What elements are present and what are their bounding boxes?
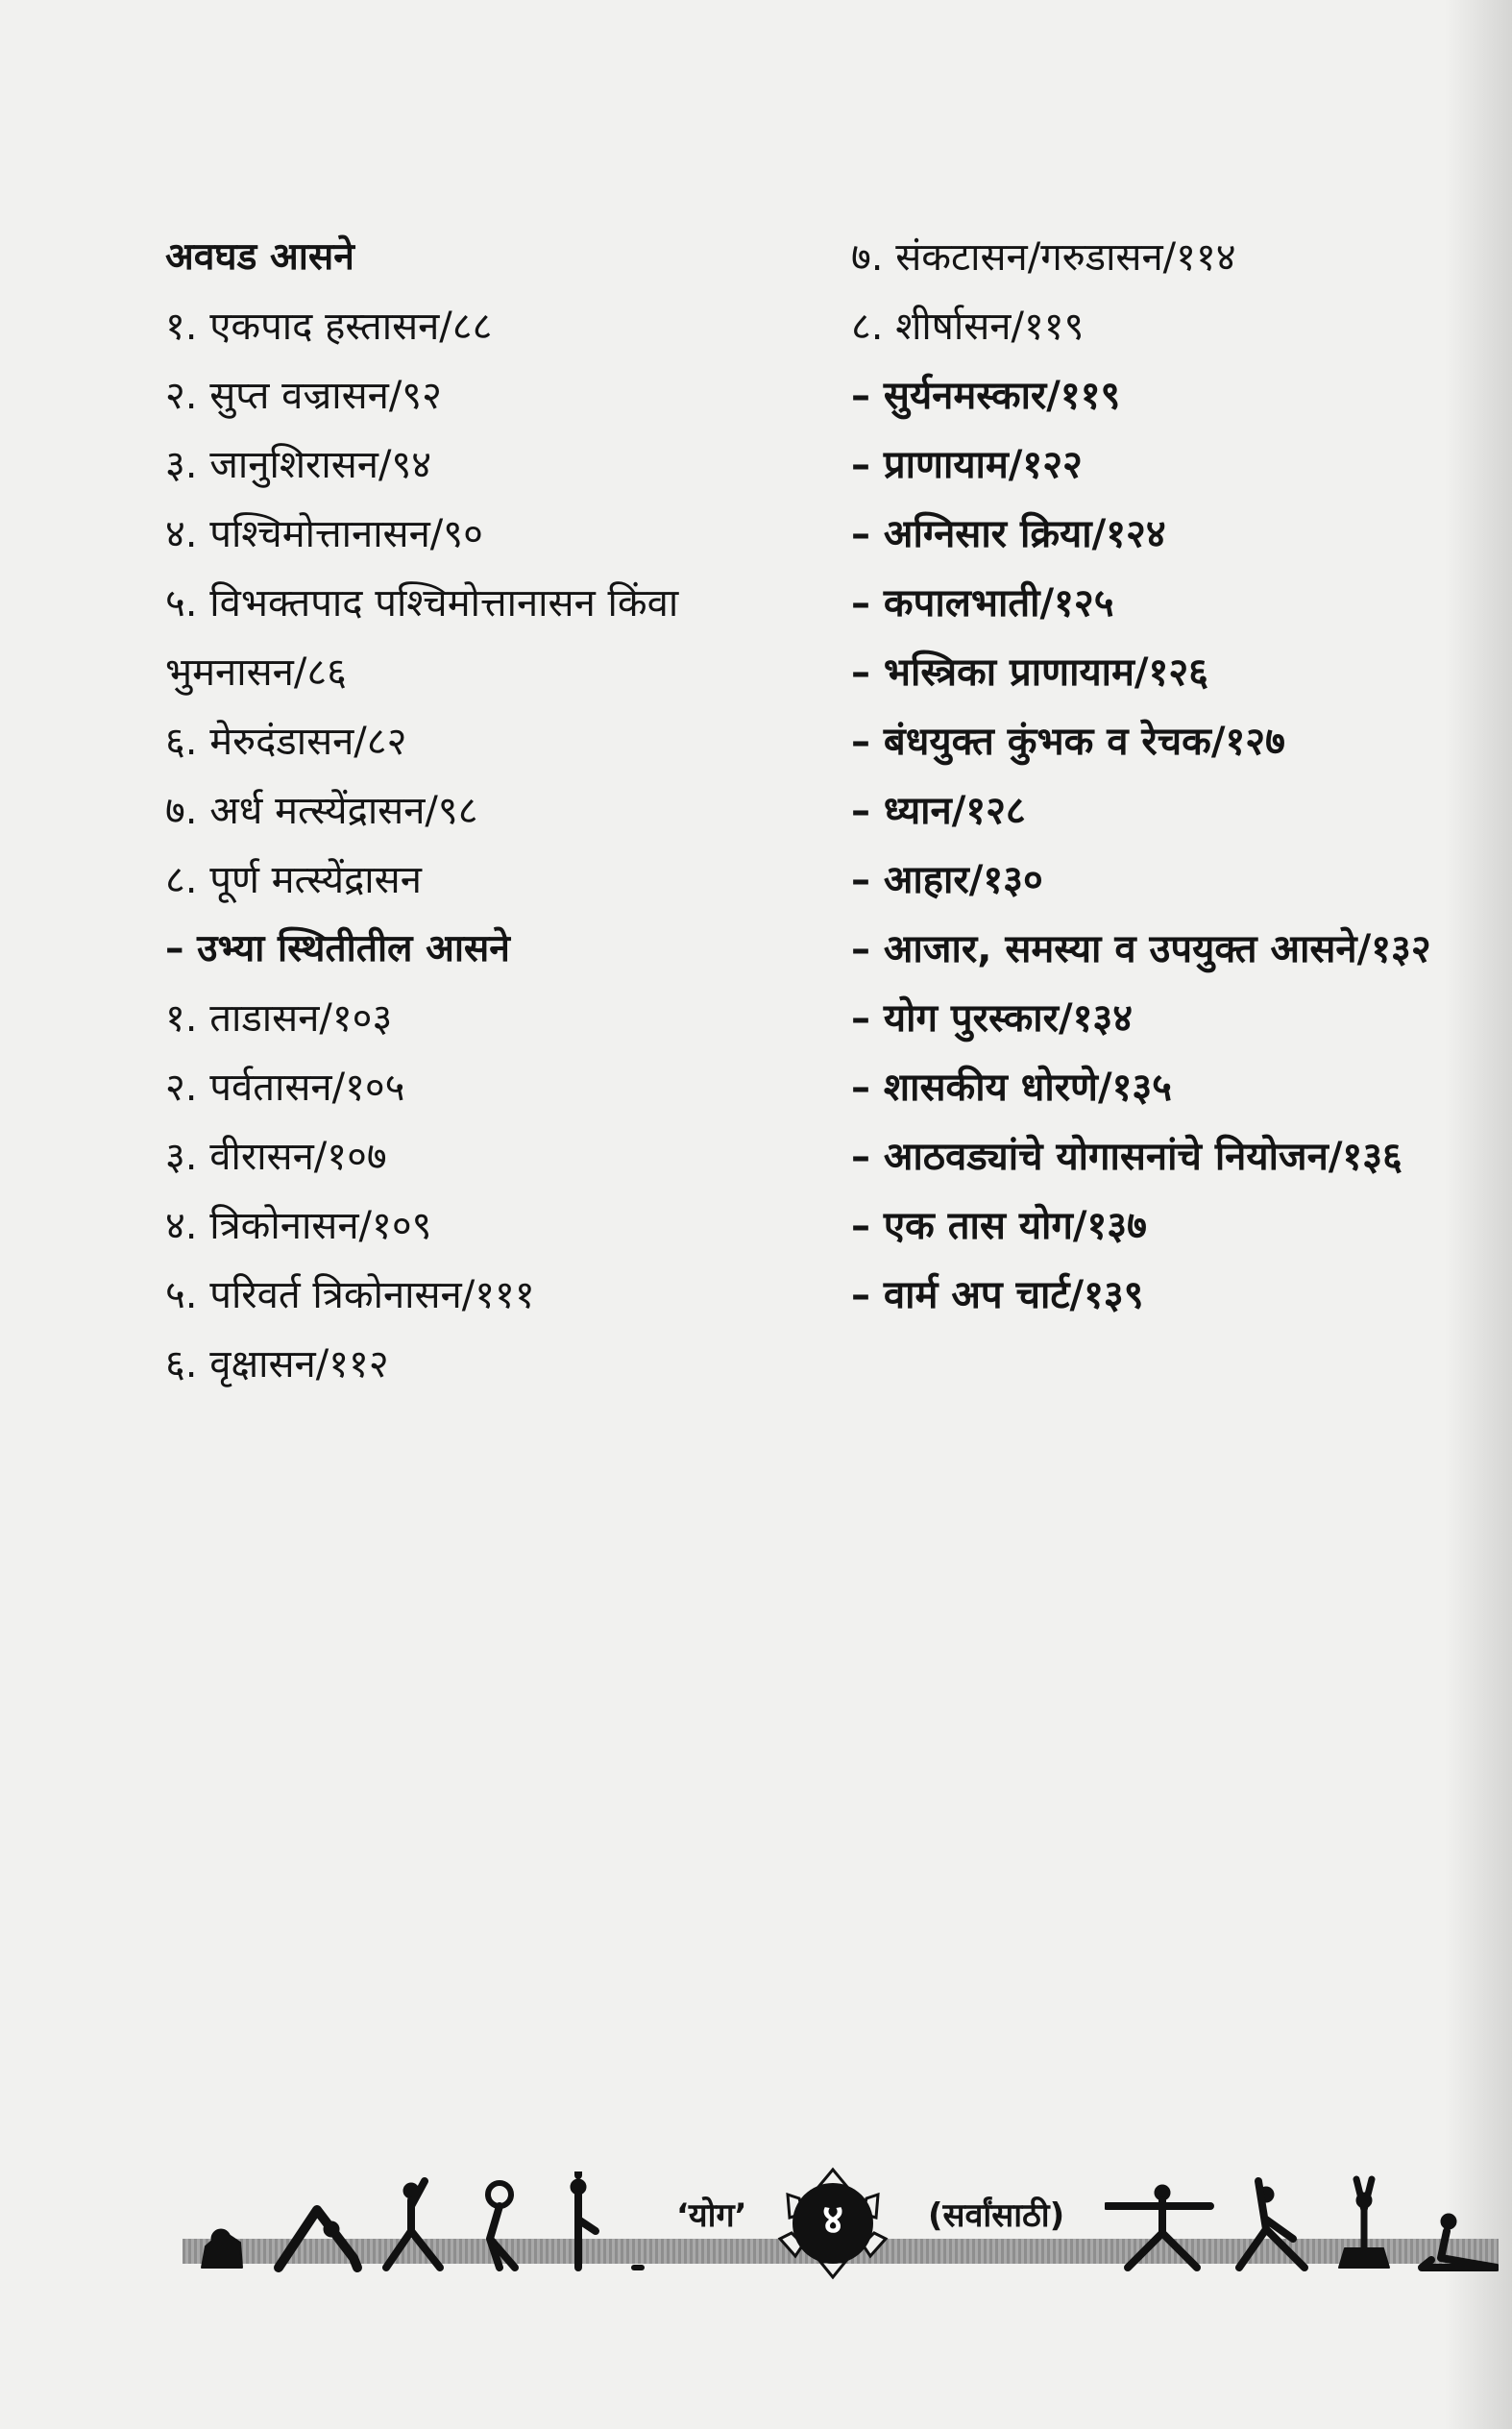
toc-entry: ३. वीरासन/१०७ bbox=[165, 1135, 387, 1179]
toc-entry: ३. जानुशिरासन/९४ bbox=[165, 443, 432, 487]
toc-entry: ६. मेरुदंडासन/८२ bbox=[165, 720, 407, 764]
toc-entry: भुमनासन/८६ bbox=[165, 650, 347, 695]
toc-entry: ४. त्रिकोनासन/१०९ bbox=[165, 1204, 432, 1248]
toc-entry: – योग पुरस्कार/१३४ bbox=[851, 996, 1134, 1041]
toc-entry: ४. पश्चिमोत्तानासन/९० bbox=[165, 512, 483, 556]
toc-entry: ७. अर्ध मत्स्येंद्रासन/९८ bbox=[165, 789, 478, 833]
toc-entry: २. सुप्त वज्रासन/९२ bbox=[165, 374, 442, 418]
toc-entry: अवघड आसने bbox=[165, 235, 354, 279]
toc-entry: – प्राणायाम/१२२ bbox=[851, 443, 1083, 487]
toc-entry: ५. विभक्तपाद पश्चिमोत्तानासन किंवा bbox=[165, 581, 679, 626]
toc-entry: ६. वृक्षासन/११२ bbox=[165, 1342, 389, 1386]
yoga-poses-left-icon bbox=[183, 2171, 663, 2277]
footer-title-right: (सर्वांसाठी) bbox=[922, 2193, 1070, 2239]
toc-entry: – आहार/१३० bbox=[851, 858, 1043, 902]
toc-entry: – एक तास योग/१३७ bbox=[851, 1204, 1147, 1248]
toc-entry: – अग्निसार क्रिया/१२४ bbox=[851, 512, 1166, 556]
yoga-poses-right-icon bbox=[1105, 2171, 1499, 2277]
toc-entry: – सुर्यनमस्कार/११९ bbox=[851, 374, 1121, 418]
toc-entry: – भस्त्रिका प्राणायाम/१२६ bbox=[851, 650, 1208, 695]
toc-entry: २. पर्वतासन/१०५ bbox=[165, 1066, 405, 1110]
page-footer bbox=[183, 2171, 1499, 2287]
toc-entry: १. एकपाद हस्तासन/८८ bbox=[165, 305, 493, 349]
toc-entry: – बंधयुक्त कुंभक व रेचक/१२७ bbox=[851, 720, 1285, 764]
toc-entry: – ध्यान/१२८ bbox=[851, 789, 1026, 833]
toc-entry: – वार्म अप चार्ट/१३९ bbox=[851, 1273, 1144, 1317]
toc-entry: १. ताडासन/१०३ bbox=[165, 996, 393, 1041]
toc-entry: ५. परिवर्त त्रिकोनासन/१११ bbox=[165, 1273, 535, 1317]
toc-entry: ८. पूर्ण मत्स्येंद्रासन bbox=[165, 858, 422, 902]
page-number: ४ bbox=[822, 2196, 843, 2243]
toc-entry: – कपालभाती/१२५ bbox=[851, 581, 1114, 626]
toc-right-column bbox=[851, 223, 1512, 1330]
footer-title-left: ‘योग’ bbox=[671, 2193, 753, 2239]
toc-left-column bbox=[165, 223, 780, 1399]
toc-entry: – आठवड्यांचे योगासनांचे नियोजन/१३६ bbox=[851, 1135, 1402, 1179]
toc-entry: – आजार, समस्या व उपयुक्त आसने/१३२ bbox=[851, 927, 1431, 971]
toc-entry: ७. संकटासन/गरुडासन/११४ bbox=[851, 235, 1236, 280]
toc-entry: ८. शीर्षासन/११९ bbox=[851, 305, 1085, 349]
toc-entry: – उभ्या स्थितीतील आसने bbox=[165, 927, 510, 970]
toc-entry: – शासकीय धोरणे/१३५ bbox=[851, 1066, 1172, 1110]
